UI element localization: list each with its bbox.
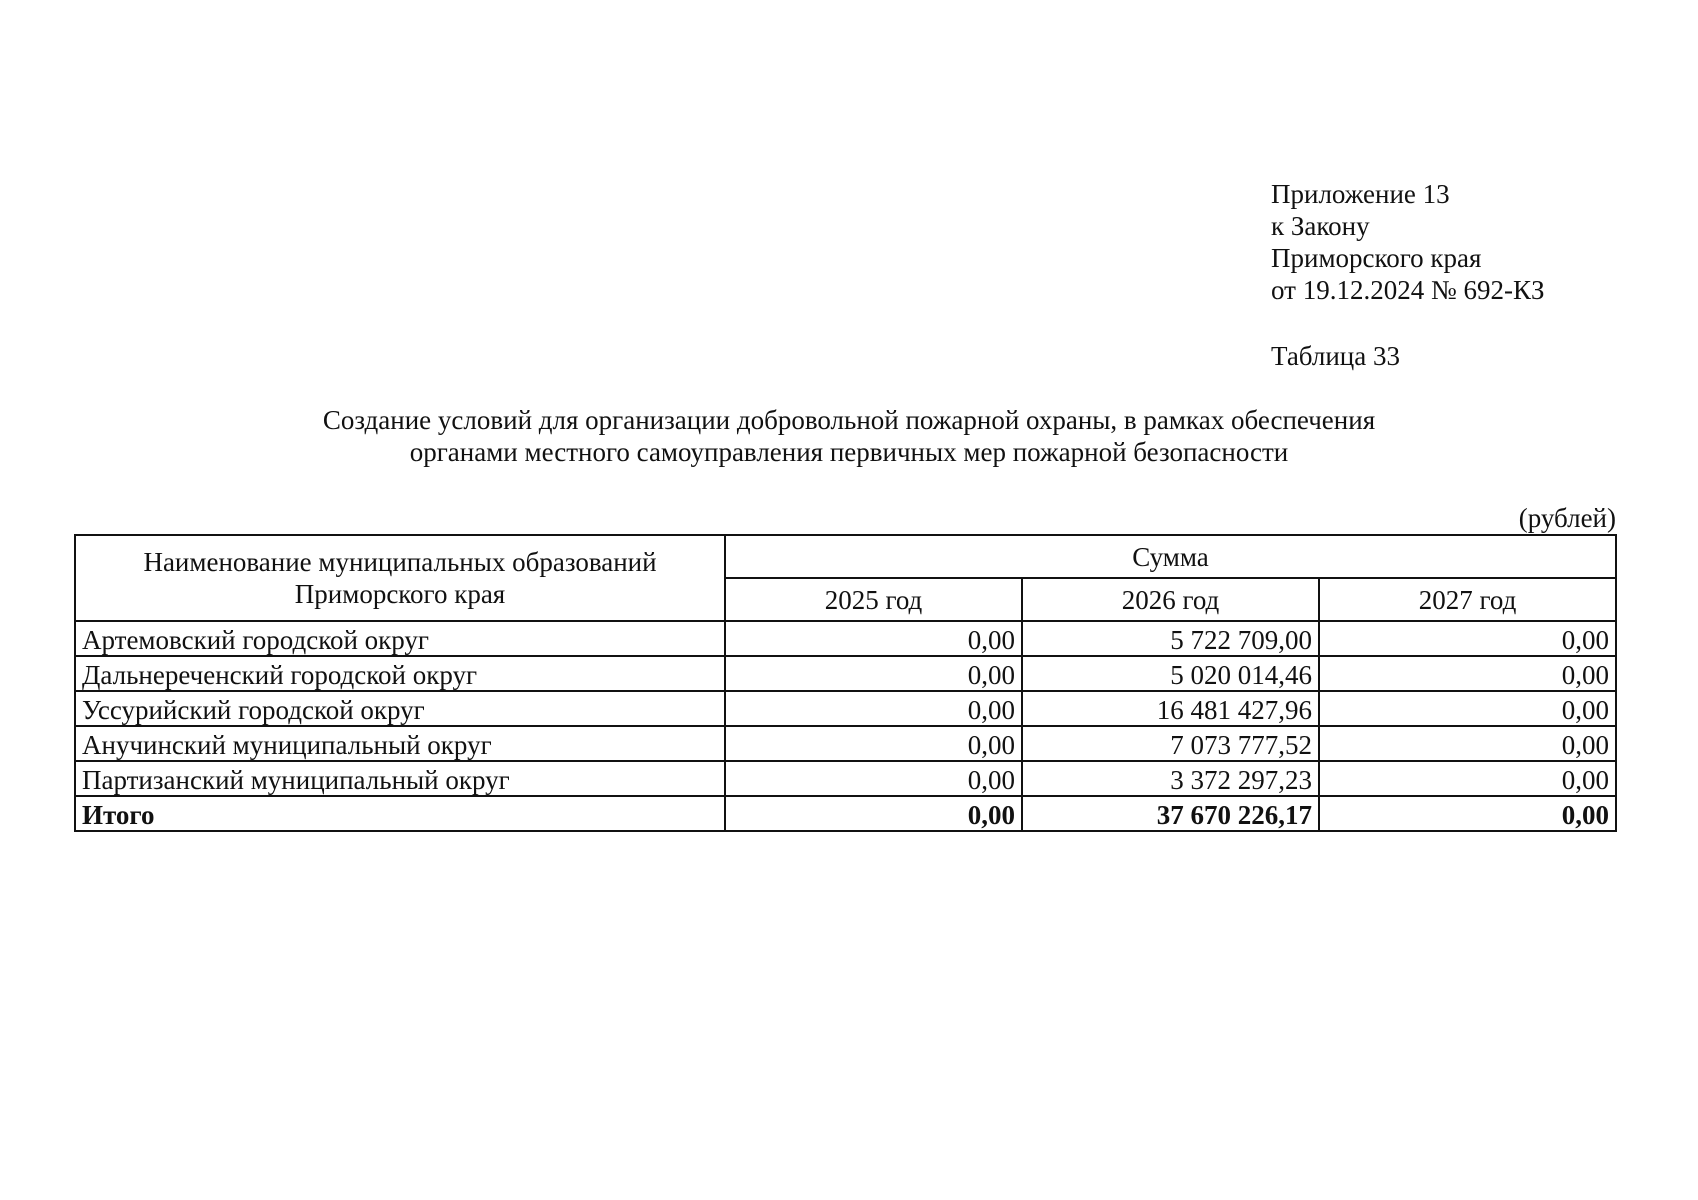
title-line: Создание условий для организации добровольной пожарной охраны, в рамках обеспечения <box>322 405 1376 435</box>
amount-cell: 0,00 <box>1319 621 1616 656</box>
total-amount-cell: 0,00 <box>725 796 1022 831</box>
column-header-year: 2025 год <box>725 578 1022 621</box>
column-header-name-line: Наименование муниципальных образований <box>143 547 657 577</box>
appendix-line: Приложение 13 <box>1271 179 1450 209</box>
municipality-name: Анучинский муниципальный округ <box>75 726 725 761</box>
appendix-line: к Закону <box>1271 211 1370 241</box>
appendix-line: Приморского края <box>1271 243 1482 273</box>
total-row <box>75 796 1616 831</box>
document-title <box>0 404 1698 468</box>
amount-cell: 5 020 014,46 <box>1022 656 1319 691</box>
column-header-name <box>75 535 725 621</box>
amount-cell: 0,00 <box>1319 691 1616 726</box>
amount-cell: 0,00 <box>725 691 1022 726</box>
table-header-row <box>75 535 1616 578</box>
amount-cell: 0,00 <box>1319 761 1616 796</box>
units-label: (рублей) <box>1518 503 1616 533</box>
column-header-year: 2026 год <box>1022 578 1319 621</box>
amount-cell: 5 722 709,00 <box>1022 621 1319 656</box>
column-header-sum: Сумма <box>725 535 1616 578</box>
amount-cell: 0,00 <box>725 656 1022 691</box>
table-row <box>75 621 1616 656</box>
total-amount-cell: 0,00 <box>1319 796 1616 831</box>
amount-cell: 7 073 777,52 <box>1022 726 1319 761</box>
amount-cell: 0,00 <box>725 761 1022 796</box>
table-row <box>75 691 1616 726</box>
table-row <box>75 726 1616 761</box>
municipality-name: Дальнереченский городской округ <box>75 656 725 691</box>
amount-cell: 0,00 <box>1319 656 1616 691</box>
amount-cell: 16 481 427,96 <box>1022 691 1319 726</box>
title-line: органами местного самоуправления первичных мер пожарной безопасности <box>409 437 1289 467</box>
table-number: Таблица 33 <box>1271 341 1400 371</box>
municipality-name: Уссурийский городской округ <box>75 691 725 726</box>
column-header-year: 2027 год <box>1319 578 1616 621</box>
column-header-name-line: Приморского края <box>294 579 506 609</box>
total-label: Итого <box>75 796 725 831</box>
amount-cell: 0,00 <box>725 726 1022 761</box>
municipality-name: Артемовский городской округ <box>75 621 725 656</box>
amount-cell: 0,00 <box>725 621 1022 656</box>
amount-cell: 3 372 297,23 <box>1022 761 1319 796</box>
appendix-line: от 19.12.2024 № 692-КЗ <box>1271 275 1545 305</box>
appendix-block <box>1271 178 1544 306</box>
table-row <box>75 656 1616 691</box>
amount-cell: 0,00 <box>1319 726 1616 761</box>
municipality-name: Партизанский муниципальный округ <box>75 761 725 796</box>
total-amount-cell: 37 670 226,17 <box>1022 796 1319 831</box>
table-row <box>75 761 1616 796</box>
budget-table <box>74 534 1617 832</box>
